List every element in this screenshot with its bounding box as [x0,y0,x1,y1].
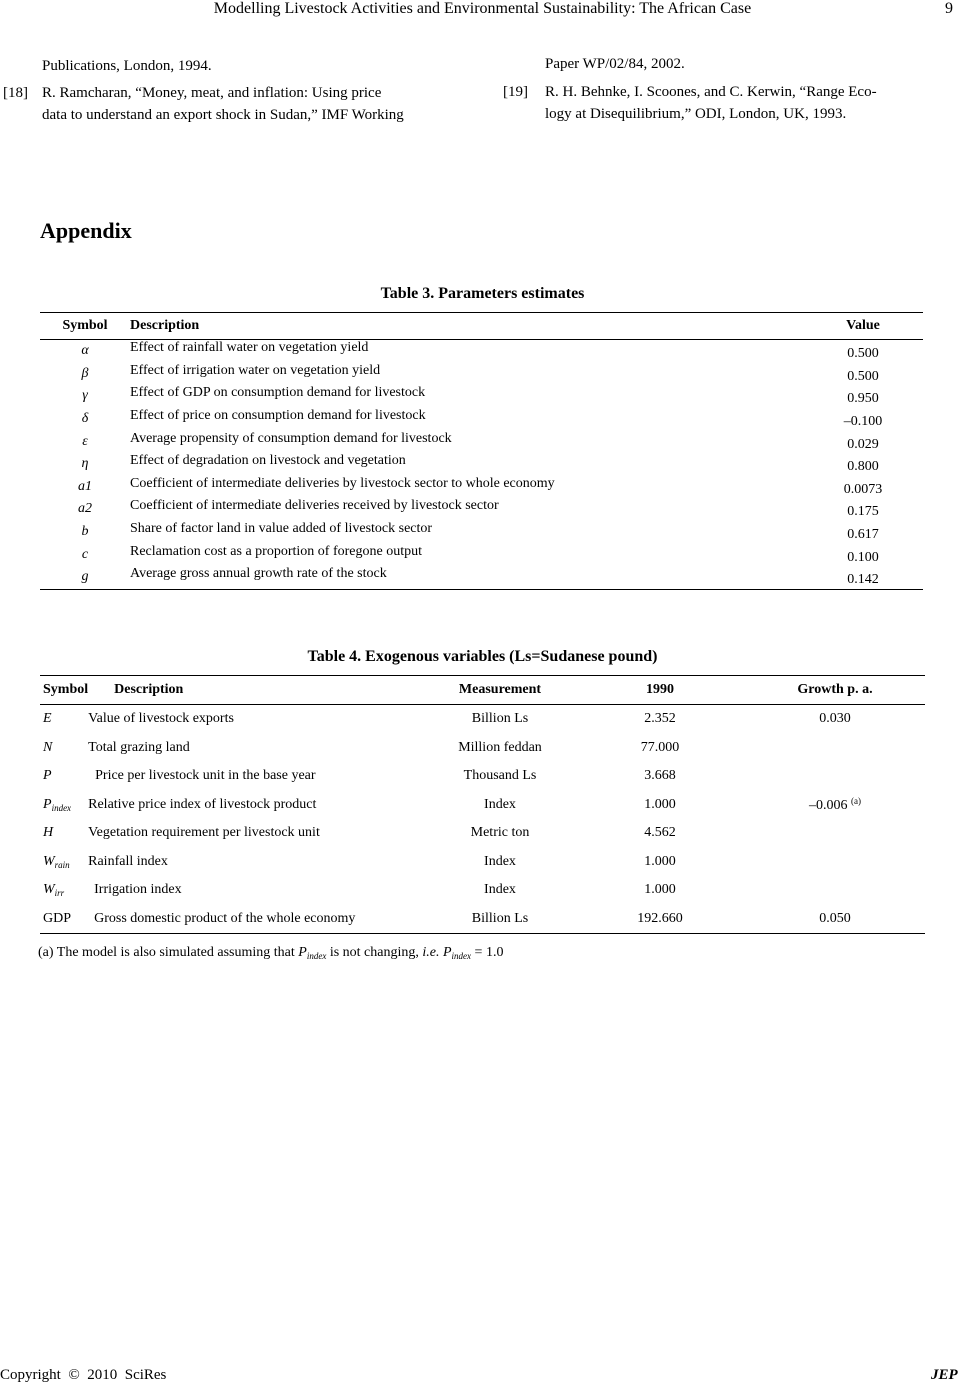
value-cell: –0.100 [843,414,883,430]
journal-abbreviation: JEP [931,1367,958,1383]
table-row [40,876,925,905]
reference-continuation-left: Publications, London, 1994. [42,58,212,74]
reference-18 [42,82,462,126]
column-header-measurement: Measurement [425,676,575,705]
copyright-notice: Copyright © 2010 SciRes [0,1367,167,1383]
value-cell: 0.100 [847,549,879,565]
measurement-cell: Billion Ls [471,711,529,727]
table-4-caption: Table 4. Exogenous variables (Ls=Sudanese pound) [307,648,658,665]
year-1990-cell: 1.000 [644,796,676,812]
description-cell: Effect of price on consumption demand for livestock [130,408,426,424]
description-cell: Share of factor land in value added of livestock sector [130,521,433,537]
reference-19-line-1: R. H. Behnke, I. Scoones, and C. Kerwin, “Range Eco- [545,84,877,100]
reference-continuation-right: Paper WP/02/84, 2002. [545,56,685,72]
symbol-text: H [43,825,54,841]
table-4-exogenous-variables [40,675,925,934]
description-cell: Average propensity of consumption demand for livestock [130,430,452,446]
footnote-ie: i.e. [422,945,440,960]
footnote-symbol: P [298,945,307,960]
growth-cell: 0.030 [819,711,851,727]
table-3-caption: Table 3. Parameters estimates [380,285,585,302]
table-row [40,734,925,763]
symbol-cell: α [81,343,89,359]
value-cell: 0.175 [847,504,879,520]
description-cell: Effect of rainfall water on vegetation yield [130,340,369,356]
value-cell: 0.617 [847,527,879,543]
symbol-text: W [43,853,55,869]
running-title: Modelling Livestock Activities and Environmental Sustainability: The African Case [213,0,752,17]
measurement-cell: Index [484,882,516,898]
description-cell: Coefficient of intermediate deliveries received by livestock sector [130,498,499,514]
growth-cell [745,819,925,848]
description-cell: Effect of irrigation water on vegetation yield [130,362,381,378]
column-header-value: Value [803,313,923,340]
value-cell: 0.500 [847,368,879,384]
growth-cell [745,876,925,905]
symbol-cell [40,762,88,791]
column-header-symbol: Symbol [40,313,130,340]
table-header-row [40,676,925,705]
symbol-cell [40,905,88,934]
description-cell: Irrigation index [94,882,182,898]
table-row [40,566,923,589]
symbol-cell: b [81,524,89,540]
column-header-growth: Growth p. a. [745,676,925,705]
symbol-cell: g [40,566,130,589]
description-cell: Gross domestic product of the whole economy [88,905,425,934]
symbol-text: N [43,739,53,755]
symbol-cell [40,705,88,734]
appendix-heading: Appendix [40,218,132,243]
measurement-cell: Index [484,853,516,869]
table-row [40,848,925,877]
description-cell: Price per livestock unit in the base year [95,768,316,784]
symbol-text: W [43,882,55,898]
growth-cell [745,762,925,791]
symbol-subscript: irr [54,888,65,899]
growth-cell: 0.050 [745,905,925,934]
symbol-subscript: index [51,802,72,813]
symbol-text: P [43,768,52,784]
table-4-footnote [38,945,503,961]
reference-number-19: [19] [503,84,528,100]
symbol-cell [40,819,88,848]
symbol-cell [40,734,88,763]
description-cell: Reclamation cost as a proportion of foregone output [130,543,422,559]
growth-cell [745,734,925,763]
symbol-cell: ε [82,433,88,449]
footnote-middle: is not changing, [326,945,423,960]
value-cell: 0.800 [847,459,879,475]
table-row [40,819,925,848]
column-header-description: Description [88,676,425,705]
symbol-cell [40,876,88,905]
year-1990-cell: 4.562 [644,825,676,841]
description-cell: Coefficient of intermediate deliveries by livestock sector to whole economy [130,475,555,491]
value-cell: 0.142 [803,569,923,592]
reference-18-line-2: data to understand an export shock in Sudan,” IMF Working [42,107,404,123]
symbol-cell: a1 [78,478,92,494]
symbol-cell: δ [81,411,89,427]
measurement-cell: Thousand Ls [463,768,537,784]
year-1990-cell: 192.660 [575,905,745,934]
footnote-marker: (a) [851,795,861,806]
column-header-description: Description [130,313,803,340]
value-cell: 0.0073 [843,481,883,497]
table-3-parameters [40,312,923,590]
year-1990-cell: 3.668 [644,768,676,784]
reference-number-18: [18] [3,85,28,101]
description-cell: Effect of GDP on consumption demand for livestock [130,385,426,401]
column-header-1990: 1990 [575,676,745,705]
reference-19 [545,81,964,125]
growth-cell [745,848,925,877]
table-row [40,905,925,934]
symbol-text: E [43,711,52,727]
year-1990-cell: 77.000 [640,739,680,755]
symbol-cell [40,791,88,820]
symbol-cell: γ [82,388,88,404]
footnote-prefix: (a) The model is also simulated assuming that [38,945,299,960]
column-header-symbol: Symbol [40,676,88,705]
symbol-subscript: rain [54,859,70,870]
growth-cell [745,791,925,820]
table-header-row [40,313,923,340]
year-1990-cell: 1.000 [644,882,676,898]
page-number: 9 [945,0,953,17]
description-cell: Average gross annual growth rate of the stock [130,563,803,586]
symbol-text: GDP [43,910,72,926]
measurement-cell: Metric ton [470,825,530,841]
symbol-cell: β [81,365,89,381]
description-cell: Relative price index of livestock product [88,796,317,812]
value-cell: 0.029 [847,436,879,452]
measurement-cell: Index [484,796,516,812]
measurement-cell: Billion Ls [425,905,575,934]
measurement-cell: Million feddan [458,739,542,755]
symbol-cell: η [81,456,89,472]
value-cell: 0.950 [847,391,879,407]
symbol-text: P [43,796,52,812]
footnote-symbol-2: P [442,945,452,960]
reference-18-line-1: R. Ramcharan, “Money, meat, and inflation: Using price [42,85,382,101]
symbol-cell: a2 [78,501,92,517]
year-1990-cell: 1.000 [644,853,676,869]
description-cell: Effect of degradation on livestock and vegetation [130,453,406,469]
description-cell: Value of livestock exports [88,711,234,727]
table-row [40,791,925,820]
footnote-subscript-2: index [451,951,472,961]
growth-value: –0.006 [809,797,848,813]
description-cell: Total grazing land [88,739,190,755]
symbol-cell: c [81,546,89,562]
footnote-suffix: = 1.0 [471,945,504,960]
year-1990-cell: 2.352 [644,711,676,727]
footnote-subscript: index [306,951,327,961]
value-cell: 0.500 [847,346,879,362]
description-cell: Rainfall index [88,853,168,869]
symbol-cell [40,848,88,877]
table-row [40,705,925,734]
reference-19-line-2: logy at Disequilibrium,” ODI, London, UK, 1993. [545,106,847,122]
description-cell: Vegetation requirement per livestock unit [88,825,320,841]
table-row [40,762,925,791]
